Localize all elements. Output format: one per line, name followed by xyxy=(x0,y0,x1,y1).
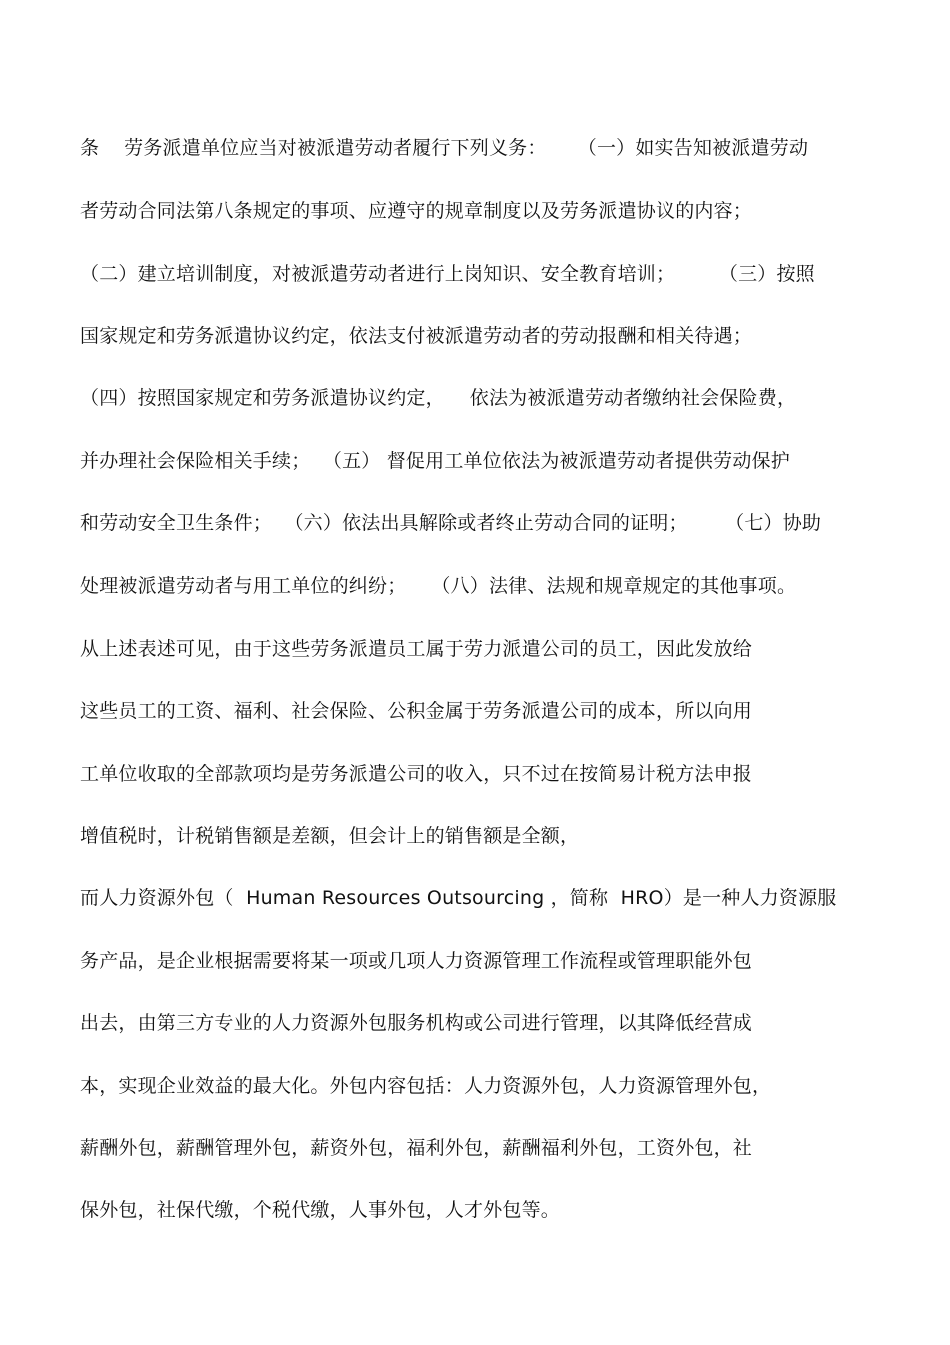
text-line: （二）建立培训制度，对被派遣劳动者进行上岗知识、安全教育培训； （三）按照 xyxy=(80,263,815,285)
text-line: （四）按照国家规定和劳务派遣协议约定， 依法为被派遣劳动者缴纳社会保险费， xyxy=(80,387,797,409)
text-line: 保外包，社保代缴，个税代缴，人事外包，人才外包等。 xyxy=(80,1199,561,1221)
text-line: 并办理社会保险相关手续； （五） 督促用工单位依法为被派遣劳动者提供劳动保护 xyxy=(80,450,790,472)
text-line: 从上述表述可见，由于这些劳务派遣员工属于劳力派遣公司的员工，因此发放给 xyxy=(80,638,753,660)
text-line: 这些员工的工资、福利、社会保险、公积金属于劳务派遣公司的成本，所以向用 xyxy=(80,700,753,722)
text-line: 薪酬外包，薪酬管理外包，薪资外包，福利外包，薪酬福利外包，工资外包，社 xyxy=(80,1137,753,1159)
text-line: 条 劳务派遣单位应当对被派遣劳动者履行下列义务： （一）如实告知被派遣劳动 xyxy=(80,137,809,159)
text-line: 本，实现企业效益的最大化。外包内容包括：人力资源外包，人力资源管理外包， xyxy=(80,1075,772,1097)
text-line: 处理被派遣劳动者与用工单位的纠纷； （八）法律、法规和规章规定的其他事项。 xyxy=(80,575,797,597)
text-line: 出去，由第三方专业的人力资源外包服务机构或公司进行管理，以其降低经营成 xyxy=(80,1012,753,1034)
text-line: 者劳动合同法第八条规定的事项、应遵守的规章制度以及劳务派遣协议的内容； xyxy=(80,200,753,222)
text-line: 工单位收取的全部款项均是劳务派遣公司的收入，只不过在按简易计税方法申报 xyxy=(80,763,753,785)
text-line: 和劳动安全卫生条件； （六）依法出具解除或者终止劳动合同的证明； （七）协助 xyxy=(80,512,822,534)
text-line: 务产品，是企业根据需要将某一项或几项人力资源管理工作流程或管理职能外包 xyxy=(80,950,753,972)
text-line: 增值税时，计税销售额是差额，但会计上的销售额是全额， xyxy=(80,825,580,847)
text-line: 国家规定和劳务派遣协议约定，依法支付被派遣劳动者的劳动报酬和相关待遇； xyxy=(80,325,753,347)
text-line: 而人力资源外包（ Human Resources Outsourcing ，简称 HRO）是一种人力资源服 xyxy=(80,887,837,909)
